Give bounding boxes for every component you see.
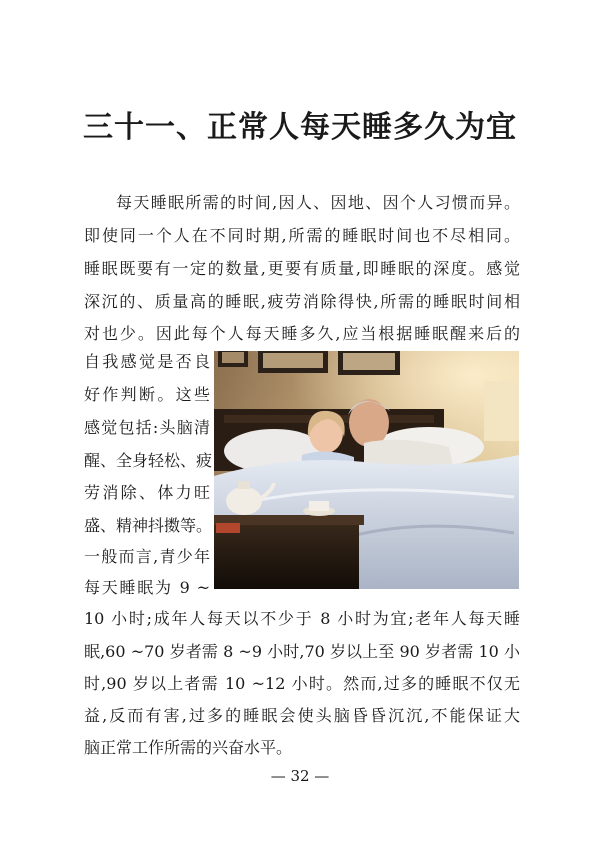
couple-in-bed-photo [214, 351, 519, 589]
body-text-line-narrow: 劳消除、体力旺 [84, 483, 210, 502]
body-text-line-narrow: 感觉包括:头脑清 [84, 418, 210, 437]
body-text-line: 脑正常工作所需的兴奋水平。 [84, 738, 293, 757]
body-text-line-narrow: 每天睡眠为 9 ~ [84, 578, 210, 597]
body-text-line: 睡眠既要有一定的数量,更要有质量,即睡眠的深度。感觉 [84, 259, 520, 278]
body-text-line: 益,反而有害,过多的睡眠会使头脑昏昏沉沉,不能保证大 [84, 706, 520, 725]
body-text-line-narrow: 自我感觉是否良 [84, 352, 210, 371]
body-text-line: 即使同一个人在不同时期,所需的睡眠时间也不尽相同。 [84, 226, 520, 245]
body-text-line: 对也少。因此每个人每天睡多久,应当根据睡眠醒来后的 [84, 324, 520, 343]
body-text-line-narrow: 盛、精神抖擞等。 [84, 516, 213, 535]
body-text-line-narrow: 一般而言,青少年 [84, 547, 210, 566]
body-text-line-narrow: 好作判断。这些 [84, 385, 210, 404]
body-text-line: 每天睡眠所需的时间,因人、因地、因个人习惯而异。 [116, 193, 520, 212]
page-number: — 32 — [270, 767, 330, 785]
page-title: 三十一、正常人每天睡多久为宜 [83, 110, 517, 145]
body-text-line: 10 小时;成年人每天以不少于 8 小时为宜;老年人每天睡 [84, 609, 520, 628]
body-text-line: 深沉的、质量高的睡眠,疲劳消除得快,所需的睡眠时间相 [84, 292, 520, 311]
body-text-line-narrow: 醒、全身轻松、疲 [84, 451, 213, 470]
body-text-line: 时,90 岁以上者需 10 ~12 小时。然而,过多的睡眠不仅无 [84, 674, 520, 693]
body-text-line: 眠,60 ~70 岁者需 8 ~9 小时,70 岁以上至 90 岁者需 10 小 [84, 642, 520, 661]
